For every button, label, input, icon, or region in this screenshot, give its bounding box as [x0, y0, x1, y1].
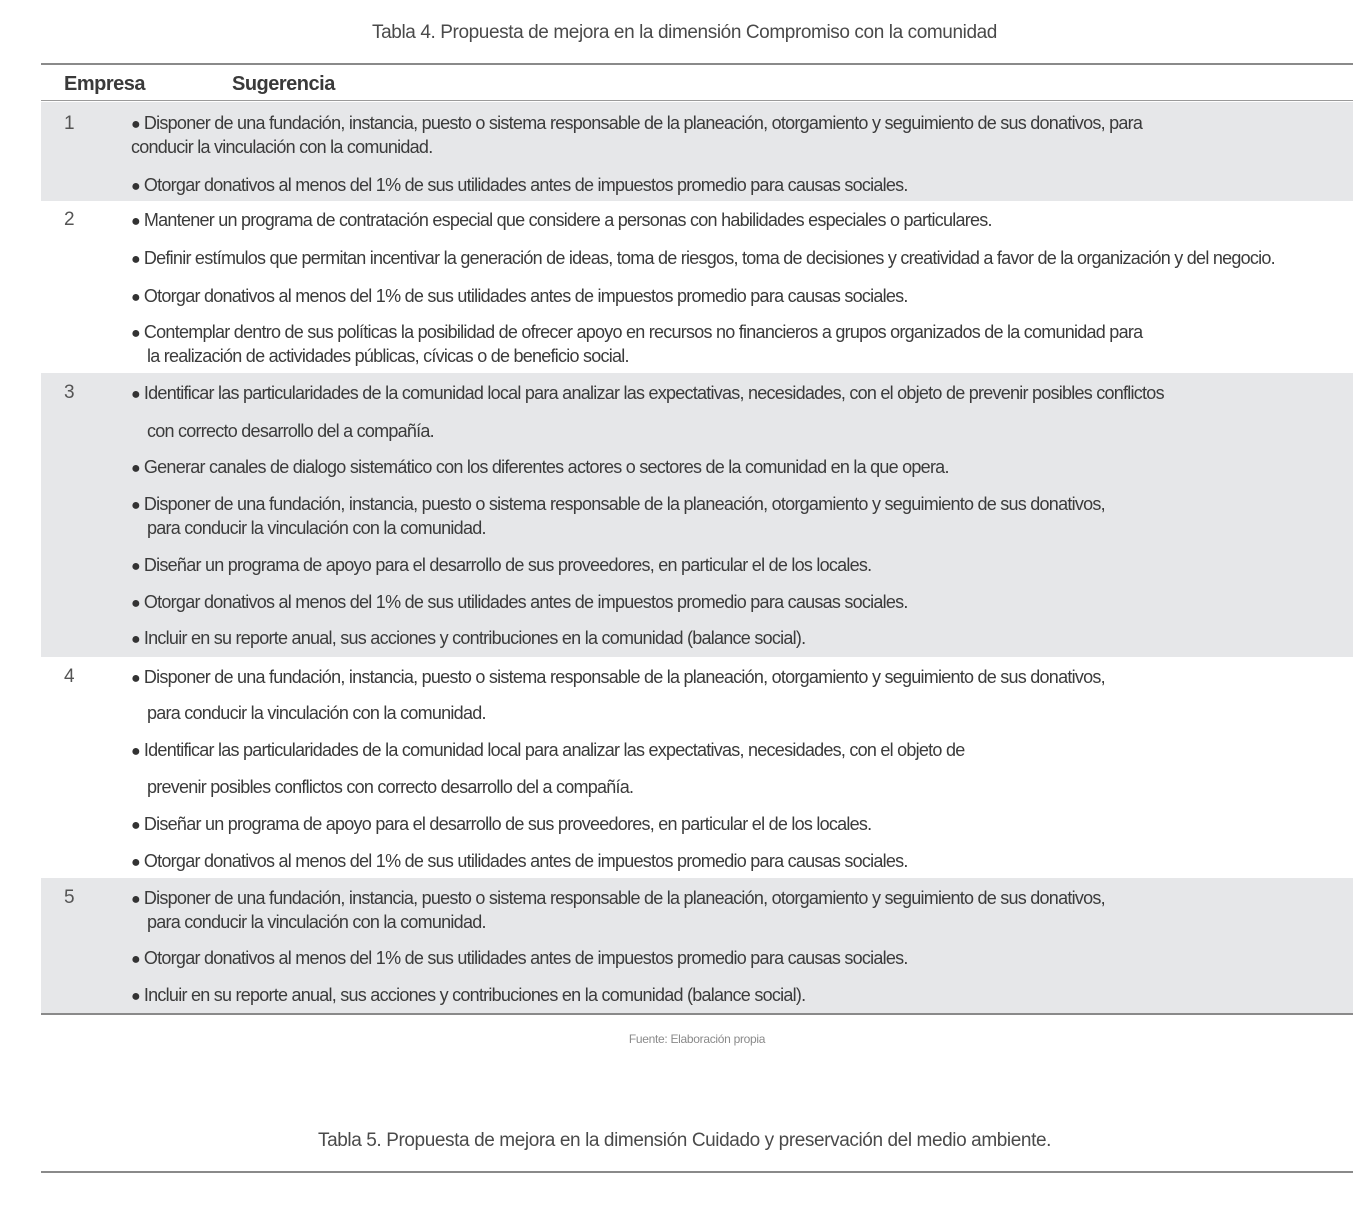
- suggestion-line: ● Disponer de una fundación, instancia, puesto o sistema responsable de la planeación, otorgamiento y seguimiento de sus donativos,: [131, 888, 1105, 908]
- bullet-icon: ●: [131, 251, 140, 268]
- suggestion-line: prevenir posibles conflictos con correcto desarrollo del a compañía.: [147, 777, 634, 797]
- bullet-icon: ●: [131, 670, 140, 687]
- suggestion-line: ● Otorgar donativos al menos del 1% de sus utilidades antes de impuestos promedio para causas sociales.: [131, 175, 908, 195]
- bullet-icon: ●: [131, 891, 140, 908]
- suggestion-line: ● Incluir en su reporte anual, sus acciones y contribuciones en la comunidad (balance social).: [131, 985, 806, 1005]
- bullet-icon: ●: [131, 817, 140, 834]
- suggestion-line: ● Disponer de una fundación, instancia, puesto o sistema responsable de la planeación, otorgamiento y seguimiento de sus donativos,: [131, 667, 1105, 687]
- bullet-icon: ●: [131, 325, 140, 342]
- header-rule: [41, 100, 1353, 101]
- suggestion-line: ● Diseñar un programa de apoyo para el desarrollo de sus proveedores, en particular el de los locales.: [131, 814, 872, 834]
- suggestion-line: la realización de actividades públicas, cívicas o de beneficio social.: [147, 346, 629, 366]
- bullet-icon: ●: [131, 460, 140, 477]
- suggestion-line: ● Disponer de una fundación, instancia, puesto o sistema responsable de la planeación, otorgamiento y seguimiento de sus donativos, para: [131, 113, 1143, 133]
- suggestion-line: ● Generar canales de dialogo sistemático con los diferentes actores o sectores de la comunidad en la que opera.: [131, 457, 949, 477]
- suggestion-line: ● Definir estímulos que permitan incentivar la generación de ideas, toma de riesgos, toma de decisiones y creatividad a favor de la organización y del negocio.: [131, 248, 1275, 268]
- empresa-number: 5: [64, 887, 75, 908]
- empresa-number: 2: [64, 209, 75, 230]
- bullet-icon: ●: [131, 595, 140, 612]
- bullet-icon: ●: [131, 631, 140, 648]
- table4-caption: Tabla 4. Propuesta de mejora en la dimensión Compromiso con la comunidad: [372, 22, 997, 43]
- suggestion-line: ● Otorgar donativos al menos del 1% de sus utilidades antes de impuestos promedio para causas sociales.: [131, 592, 908, 612]
- suggestion-line: ● Otorgar donativos al menos del 1% de sus utilidades antes de impuestos promedio para causas sociales.: [131, 851, 908, 871]
- suggestion-line: ● Disponer de una fundación, instancia, puesto o sistema responsable de la planeación, otorgamiento y seguimiento de sus donativos,: [131, 494, 1105, 514]
- row-band-empresa-4: [41, 657, 1353, 878]
- suggestion-line: ● Otorgar donativos al menos del 1% de sus utilidades antes de impuestos promedio para causas sociales.: [131, 948, 908, 968]
- empresa-number: 4: [64, 666, 75, 687]
- suggestion-line: para conducir la vinculación con la comunidad.: [147, 912, 486, 932]
- bullet-icon: ●: [131, 988, 140, 1005]
- suggestion-line: ● Identificar las particularidades de la comunidad local para analizar las expectativas, necesidades, con el objeto de: [131, 740, 965, 760]
- suggestion-line: para conducir la vinculación con la comunidad.: [147, 703, 486, 723]
- bullet-icon: ●: [131, 951, 140, 968]
- suggestion-line: conducir la vinculación con la comunidad.: [131, 137, 433, 157]
- bullet-icon: ●: [131, 213, 140, 230]
- column-header-sugerencia: Sugerencia: [232, 73, 335, 95]
- bullet-icon: ●: [131, 854, 140, 871]
- table-top-rule: [41, 63, 1353, 65]
- bullet-icon: ●: [131, 743, 140, 760]
- table5-top-rule: [41, 1171, 1353, 1173]
- table-bottom-rule: [41, 1013, 1353, 1015]
- table5-caption: Tabla 5. Propuesta de mejora en la dimensión Cuidado y preservación del medio ambiente.: [317, 1130, 1052, 1151]
- column-header-empresa: Empresa: [64, 73, 145, 95]
- suggestion-line: ● Diseñar un programa de apoyo para el desarrollo de sus proveedores, en particular el de los locales.: [131, 555, 872, 575]
- suggestion-line: para conducir la vinculación con la comunidad.: [147, 518, 486, 538]
- empresa-number: 1: [64, 113, 75, 134]
- bullet-icon: ●: [131, 558, 140, 575]
- suggestion-line: ● Identificar las particularidades de la comunidad local para analizar las expectativas, necesidades, con el objeto de prevenir posibles conflictos: [131, 383, 1164, 403]
- bullet-icon: ●: [131, 386, 140, 403]
- suggestion-line: ● Mantener un programa de contratación especial que considere a personas con habilidades especiales o particulares.: [131, 210, 992, 230]
- suggestion-line: ● Incluir en su reporte anual, sus acciones y contribuciones en la comunidad (balance social).: [131, 628, 806, 648]
- bullet-icon: ●: [131, 497, 140, 514]
- bullet-icon: ●: [131, 116, 140, 133]
- bullet-icon: ●: [131, 178, 140, 195]
- empresa-number: 3: [64, 382, 75, 403]
- suggestion-line: ● Contemplar dentro de sus políticas la posibilidad de ofrecer apoyo en recursos no financieros a grupos organizados de la comunidad para: [131, 322, 1143, 342]
- suggestion-line: ● Otorgar donativos al menos del 1% de sus utilidades antes de impuestos promedio para causas sociales.: [131, 286, 908, 306]
- table-source-note: Fuente: Elaboración propia: [628, 1032, 766, 1046]
- suggestion-line: con correcto desarrollo del a compañía.: [147, 421, 434, 441]
- bullet-icon: ●: [131, 289, 140, 306]
